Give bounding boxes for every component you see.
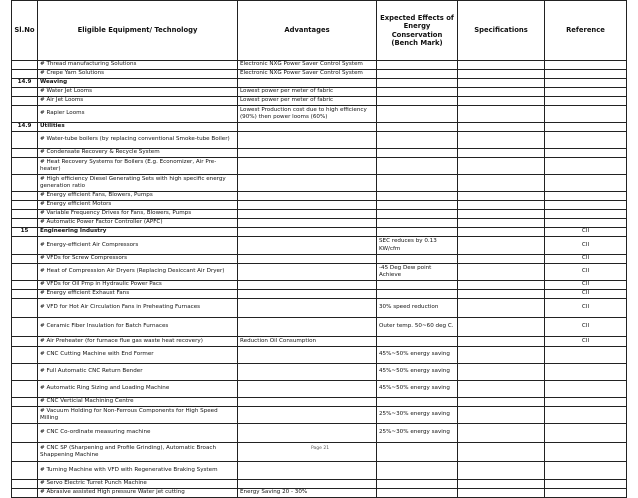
cell-specifications <box>458 175 545 192</box>
cell-equipment: # Condensate Recovery & Recycle System <box>38 149 238 158</box>
cell-reference: CII <box>545 264 627 281</box>
cell-expected <box>377 337 458 347</box>
cell-section-title: Weaving <box>38 79 238 88</box>
cell-equipment: # Vacuum Holding for Non-Ferrous Components for High Speed Milling <box>38 407 238 424</box>
cell-slno: 15 <box>12 228 38 237</box>
cell-reference <box>545 462 627 480</box>
cell-slno: 14.9 <box>12 79 38 88</box>
cell-specifications <box>458 299 545 318</box>
cell-advantages <box>238 210 377 219</box>
cell-advantages <box>238 290 377 299</box>
cell-reference <box>545 407 627 424</box>
cell-equipment: # Energy efficient Exhaust Fans <box>38 290 238 299</box>
cell-expected <box>377 123 458 132</box>
header-specifications: Specifications <box>458 1 545 61</box>
cell-expected <box>377 219 458 228</box>
cell-equipment: # CNC SP (Sharpening and Profile Grinding), Automatic Broach Shappening Machine <box>38 443 238 462</box>
cell-slno <box>12 398 38 407</box>
table-row <box>12 489 627 498</box>
cell-advantages <box>238 228 377 237</box>
cell-slno <box>12 407 38 424</box>
cell-equipment: # Turning Machine with VFD with Regenerative Braking System <box>38 462 238 480</box>
cell-specifications <box>458 364 545 381</box>
header-expected-effects: Expected Effects of Energy Conservation (Bench Mark) <box>377 1 458 61</box>
cell-expected <box>377 149 458 158</box>
cell-advantages: Lowest Production cost due to high efficiency (90%) then power looms (60%) <box>238 106 377 123</box>
cell-specifications <box>458 237 545 255</box>
table-body <box>12 61 627 498</box>
cell-reference <box>545 489 627 498</box>
table-row <box>12 219 627 228</box>
table-row <box>12 255 627 264</box>
cell-specifications <box>458 149 545 158</box>
cell-expected <box>377 462 458 480</box>
cell-expected: 45%~50% energy saving <box>377 347 458 364</box>
cell-slno <box>12 70 38 79</box>
cell-slno <box>12 364 38 381</box>
cell-expected <box>377 132 458 149</box>
cell-slno: 14.9 <box>12 123 38 132</box>
cell-expected <box>377 201 458 210</box>
cell-reference <box>545 219 627 228</box>
cell-slno <box>12 149 38 158</box>
cell-slno <box>12 347 38 364</box>
cell-reference <box>545 398 627 407</box>
table-row <box>12 132 627 149</box>
cell-expected: 25%~30% energy saving <box>377 407 458 424</box>
table-row <box>12 61 627 70</box>
cell-slno <box>12 281 38 290</box>
table-row <box>12 347 627 364</box>
cell-slno <box>12 489 38 498</box>
table-row <box>12 337 627 347</box>
cell-reference: CII <box>545 299 627 318</box>
table-row <box>12 237 627 255</box>
cell-specifications <box>458 79 545 88</box>
cell-specifications <box>458 106 545 123</box>
cell-slno <box>12 97 38 106</box>
cell-reference <box>545 88 627 97</box>
cell-reference <box>545 364 627 381</box>
cell-advantages: Reduction Oil Consumption <box>238 337 377 347</box>
table-row <box>12 264 627 281</box>
cell-equipment: # Abrasive assisted High pressure Water jet cutting <box>38 489 238 498</box>
cell-specifications <box>458 398 545 407</box>
cell-expected: 45%~50% energy saving <box>377 381 458 398</box>
cell-equipment: # Full Automatic CNC Return Bender <box>38 364 238 381</box>
cell-reference <box>545 424 627 443</box>
cell-slno <box>12 264 38 281</box>
cell-expected <box>377 281 458 290</box>
cell-expected <box>377 489 458 498</box>
cell-specifications <box>458 123 545 132</box>
cell-reference: CII <box>545 318 627 337</box>
table-row <box>12 201 627 210</box>
cell-advantages <box>238 264 377 281</box>
cell-equipment: # High efficiency Diesel Generating Sets with high specific energy generation ratio <box>38 175 238 192</box>
table-row <box>12 290 627 299</box>
cell-advantages: Lowest power per meter of fabric <box>238 88 377 97</box>
cell-reference <box>545 158 627 175</box>
table-row <box>12 281 627 290</box>
cell-advantages <box>238 219 377 228</box>
cell-expected: 30% speed reduction <box>377 299 458 318</box>
cell-expected: 25%~30% energy saving <box>377 424 458 443</box>
cell-expected <box>377 398 458 407</box>
cell-equipment: # Energy efficient Fans, Blowers, Pumps <box>38 192 238 201</box>
cell-reference <box>545 201 627 210</box>
header-equipment: Eligible Equipment/ Technology <box>38 1 238 61</box>
cell-expected <box>377 192 458 201</box>
cell-slno <box>12 106 38 123</box>
table-row <box>12 364 627 381</box>
cell-slno <box>12 61 38 70</box>
cell-advantages <box>238 381 377 398</box>
cell-slno <box>12 462 38 480</box>
cell-equipment: # Energy efficient Motors <box>38 201 238 210</box>
cell-slno <box>12 443 38 462</box>
cell-specifications <box>458 158 545 175</box>
cell-expected <box>377 228 458 237</box>
cell-reference: CII <box>545 290 627 299</box>
cell-expected: Outer temp. 50~60 deg C. <box>377 318 458 337</box>
cell-advantages <box>238 462 377 480</box>
cell-slno <box>12 88 38 97</box>
cell-expected <box>377 290 458 299</box>
cell-slno <box>12 219 38 228</box>
cell-expected <box>377 443 458 462</box>
cell-specifications <box>458 347 545 364</box>
section-row <box>12 228 627 237</box>
table-row <box>12 149 627 158</box>
cell-equipment: # Automatic Ring Sizing and Loading Machine <box>38 381 238 398</box>
cell-expected <box>377 79 458 88</box>
cell-advantages <box>238 255 377 264</box>
table-row <box>12 381 627 398</box>
cell-slno <box>12 201 38 210</box>
cell-slno <box>12 132 38 149</box>
cell-advantages <box>238 318 377 337</box>
table-row <box>12 97 627 106</box>
cell-advantages <box>238 123 377 132</box>
cell-specifications <box>458 281 545 290</box>
cell-specifications <box>458 255 545 264</box>
cell-specifications <box>458 480 545 489</box>
cell-reference <box>545 480 627 489</box>
table-row <box>12 480 627 489</box>
cell-specifications <box>458 318 545 337</box>
table-row <box>12 318 627 337</box>
cell-slno <box>12 337 38 347</box>
cell-equipment: # Variable Frequency Drives for Fans, Blowers, Pumps <box>38 210 238 219</box>
cell-reference <box>545 123 627 132</box>
section-row <box>12 79 627 88</box>
table-row <box>12 70 627 79</box>
cell-reference <box>545 347 627 364</box>
cell-advantages <box>238 79 377 88</box>
cell-advantages: Electronic NXG Power Saver Control System <box>238 61 377 70</box>
cell-specifications <box>458 97 545 106</box>
cell-reference <box>545 97 627 106</box>
cell-slno <box>12 175 38 192</box>
header-slno: Sl.No <box>12 1 38 61</box>
cell-equipment: # Thread manufacturing Solutions <box>38 61 238 70</box>
cell-equipment: # Automatic Power Factor Controller (APFC) <box>38 219 238 228</box>
cell-specifications <box>458 61 545 70</box>
document-sheet <box>11 0 626 498</box>
cell-expected <box>377 70 458 79</box>
table-row <box>12 398 627 407</box>
cell-advantages <box>238 407 377 424</box>
cell-equipment: # Water-tube boilers (by replacing conventional Smoke-tube Boiler) <box>38 132 238 149</box>
cell-expected: -45 Deg Dew point Achieve <box>377 264 458 281</box>
cell-reference: CII <box>545 228 627 237</box>
table-row <box>12 106 627 123</box>
table-row <box>12 88 627 97</box>
cell-specifications <box>458 70 545 79</box>
cell-slno <box>12 158 38 175</box>
cell-reference <box>545 79 627 88</box>
cell-equipment: # Servo Electric Turret Punch Machine <box>38 480 238 489</box>
cell-specifications <box>458 210 545 219</box>
cell-reference <box>545 106 627 123</box>
cell-equipment: # CNC Cutting Machine with End Former <box>38 347 238 364</box>
cell-equipment: # CNC Verticial Machining Centre <box>38 398 238 407</box>
cell-slno <box>12 381 38 398</box>
section-row <box>12 123 627 132</box>
cell-expected <box>377 255 458 264</box>
cell-equipment: # VFDs for Oil Pmp in Hydraulic Power Pacs <box>38 281 238 290</box>
cell-specifications <box>458 462 545 480</box>
cell-advantages <box>238 237 377 255</box>
table-row <box>12 299 627 318</box>
cell-equipment: # VFD for Hot Air Circulation Fans in Preheating Furnaces <box>38 299 238 318</box>
cell-slno <box>12 424 38 443</box>
cell-slno <box>12 237 38 255</box>
table-row <box>12 192 627 201</box>
cell-specifications <box>458 228 545 237</box>
cell-specifications <box>458 290 545 299</box>
cell-specifications <box>458 219 545 228</box>
cell-advantages <box>238 398 377 407</box>
cell-reference <box>545 175 627 192</box>
cell-specifications <box>458 88 545 97</box>
cell-advantages <box>238 132 377 149</box>
cell-equipment: # Ceramic Fiber Insulation for Batch Furnaces <box>38 318 238 337</box>
cell-advantages <box>238 175 377 192</box>
cell-equipment: # Rapier Looms <box>38 106 238 123</box>
table-row <box>12 158 627 175</box>
cell-expected <box>377 480 458 489</box>
cell-expected <box>377 158 458 175</box>
cell-equipment: # Air Preheater (for furnace flue gas waste heat recovery) <box>38 337 238 347</box>
cell-expected <box>377 88 458 97</box>
cell-equipment: # Heat of Compression Air Dryers (Replacing Desiccant Air Dryer) <box>38 264 238 281</box>
cell-specifications <box>458 489 545 498</box>
cell-expected <box>377 61 458 70</box>
cell-advantages <box>238 192 377 201</box>
header-row <box>12 1 627 61</box>
cell-equipment: # CNC Co-ordinate measuring machine <box>38 424 238 443</box>
table-row <box>12 407 627 424</box>
cell-reference: CII <box>545 337 627 347</box>
cell-reference <box>545 70 627 79</box>
cell-reference <box>545 61 627 70</box>
cell-specifications <box>458 132 545 149</box>
cell-reference <box>545 132 627 149</box>
cell-expected <box>377 210 458 219</box>
cell-expected: 45%~50% energy saving <box>377 364 458 381</box>
cell-expected <box>377 175 458 192</box>
cell-reference: CII <box>545 237 627 255</box>
cell-specifications <box>458 337 545 347</box>
page-number: Page 21 <box>311 446 330 451</box>
cell-equipment: # Energy-efficient Air Compressors <box>38 237 238 255</box>
header-advantages: Advantages <box>238 1 377 61</box>
cell-advantages <box>238 424 377 443</box>
cell-equipment: # Heat Recovery Systems for Boilers (E.g. Economizer, Air Pre-heater) <box>38 158 238 175</box>
cell-expected <box>377 97 458 106</box>
cell-reference <box>545 210 627 219</box>
cell-slno <box>12 480 38 489</box>
cell-specifications <box>458 201 545 210</box>
cell-advantages <box>238 443 377 462</box>
cell-slno <box>12 290 38 299</box>
cell-advantages <box>238 480 377 489</box>
cell-equipment: # Air Jet Looms <box>38 97 238 106</box>
cell-reference: CII <box>545 255 627 264</box>
cell-specifications <box>458 381 545 398</box>
header-reference: Reference <box>545 1 627 61</box>
cell-reference <box>545 192 627 201</box>
cell-reference: CII <box>545 281 627 290</box>
cell-slno <box>12 299 38 318</box>
table-row <box>12 175 627 192</box>
cell-slno <box>12 255 38 264</box>
cell-equipment: # Crepe Yarn Solutions <box>38 70 238 79</box>
cell-section-title: Engineering Industry <box>38 228 238 237</box>
cell-specifications <box>458 407 545 424</box>
cell-reference <box>545 443 627 462</box>
cell-advantages: Energy Saving 20 - 30% <box>238 489 377 498</box>
cell-advantages <box>238 281 377 290</box>
cell-reference <box>545 381 627 398</box>
cell-section-title: Utilities <box>38 123 238 132</box>
cell-advantages <box>238 149 377 158</box>
cell-specifications <box>458 264 545 281</box>
cell-advantages <box>238 299 377 318</box>
cell-equipment: # Water Jet Looms <box>38 88 238 97</box>
cell-reference <box>545 149 627 158</box>
cell-specifications <box>458 443 545 462</box>
table-row <box>12 210 627 219</box>
table-row <box>12 462 627 480</box>
equipment-table <box>11 0 627 498</box>
cell-advantages <box>238 364 377 381</box>
cell-advantages <box>238 201 377 210</box>
cell-specifications <box>458 192 545 201</box>
cell-specifications <box>458 424 545 443</box>
table-row <box>12 424 627 443</box>
cell-advantages: Electronic NXG Power Saver Control System <box>238 70 377 79</box>
cell-advantages <box>238 347 377 364</box>
cell-equipment: # VFDs for Screw Compressors <box>38 255 238 264</box>
cell-expected: SEC reduces by 0.13 KW/cfm <box>377 237 458 255</box>
cell-expected <box>377 106 458 123</box>
cell-advantages: Lowest power per meter of fabric <box>238 97 377 106</box>
cell-slno <box>12 210 38 219</box>
cell-advantages <box>238 158 377 175</box>
cell-slno <box>12 318 38 337</box>
cell-slno <box>12 192 38 201</box>
